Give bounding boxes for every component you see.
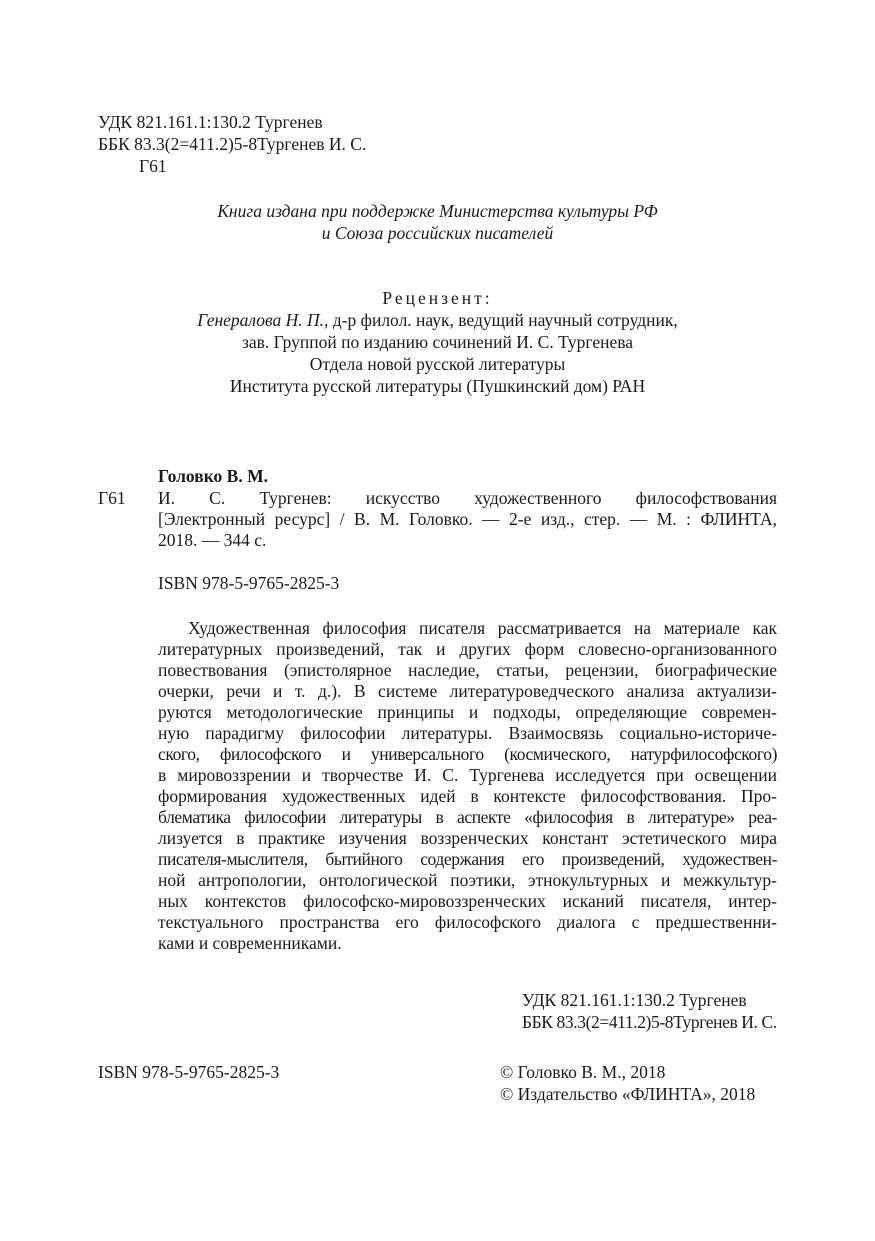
reviewer-credentials: , д-р филол. наук, ведущий научный сотрудник, [324, 310, 678, 330]
abstract-line: ками и современниками. [158, 933, 342, 953]
bib-author: Головко В. М. [158, 466, 268, 486]
bib-entry-line: [Электронный ресурс] / В. М. Головко. — 2-е изд., стер. — М. : ФЛИНТА, [158, 509, 777, 529]
abstract-line: ского, философского и универсального (космического, натурфилософского) [158, 744, 777, 764]
copyright-publisher: © Издательство «ФЛИНТА», 2018 [500, 1084, 756, 1104]
bib-entry-line: 2018. — 344 с. [158, 530, 267, 550]
copyright-author: © Головко В. М., 2018 [500, 1062, 666, 1082]
footer-isbn: ISBN 978-5-9765-2825-3 [98, 1062, 280, 1082]
support-note-line-1: Книга издана при поддержке Министерства культуры РФ [217, 201, 658, 221]
reviewer-line-3: Отдела новой русской литературы [309, 354, 566, 374]
support-note-line-2: и Союза российских писателей [321, 223, 554, 243]
bib-mark: Г61 [98, 488, 126, 508]
reviewer-heading: Рецензент: [382, 288, 493, 308]
bbk-code-repeat: ББК 83.3(2=411.2)5-8Тургенев И. С. [522, 1012, 777, 1032]
abstract-line: текстуального пространства его философского диалога с предшественни- [158, 912, 777, 932]
abstract-line: формирования художественных идей в контексте философствования. Про- [158, 786, 777, 806]
abstract-line: руются методологические принципы и подходы, определяющие современ- [158, 702, 777, 722]
abstract-line: в мировоззрении и творчестве И. С. Тургенева исследуется при освещении [158, 765, 777, 785]
reviewer-line-4: Института русской литературы (Пушкинский дом) РАН [229, 376, 646, 396]
bib-entry [158, 488, 777, 551]
abstract-line: лизуется в практике изучения воззренческих констант эстетического мира [158, 828, 777, 848]
abstract [158, 618, 777, 954]
abstract-line: ную парадигму философии литературы. Взаимосвязь социально-историче- [158, 723, 777, 743]
udk-code-repeat: УДК 821.161.1:130.2 Тургенев [522, 990, 747, 1010]
bbk-code: ББК 83.3(2=411.2)5-8Тургенев И. С. [98, 134, 367, 154]
bib-entry-line: И. С. Тургенев: искусство художественного философствования [158, 488, 777, 508]
abstract-line: литературных произведений, так и других форм словесно-организованного [158, 639, 777, 659]
abstract-line: ных контекстов философско-мировоззренческих исканий писателя, интер- [158, 891, 777, 911]
abstract-line: Художественная философия писателя рассматривается на материале как [188, 618, 777, 638]
udk-code: УДК 821.161.1:130.2 Тургенев [98, 112, 323, 132]
abstract-line: ной антропологии, онтологической поэтики, этнокультурных и межкультур- [158, 870, 777, 890]
abstract-line: писателя-мыслителя, бытийного содержания его произведений, художествен- [158, 849, 777, 869]
reviewer-name: Генералова Н. П. [197, 310, 325, 330]
author-mark: Г61 [139, 156, 167, 176]
abstract-line: очерки, речи и т. д.). В системе литературоведческого анализа актуализи- [158, 681, 777, 701]
abstract-line: блематика философии литературы в аспекте «философия в литературе» реа- [158, 807, 777, 827]
bib-isbn: ISBN 978-5-9765-2825-3 [158, 573, 340, 593]
reviewer-line-2: зав. Группой по изданию сочинений И. С. Тургенева [241, 332, 634, 352]
abstract-line: повествования (эпистолярное наследие, статьи, рецензии, биографические [158, 660, 777, 680]
reviewer-line-1 [0, 310, 875, 331]
